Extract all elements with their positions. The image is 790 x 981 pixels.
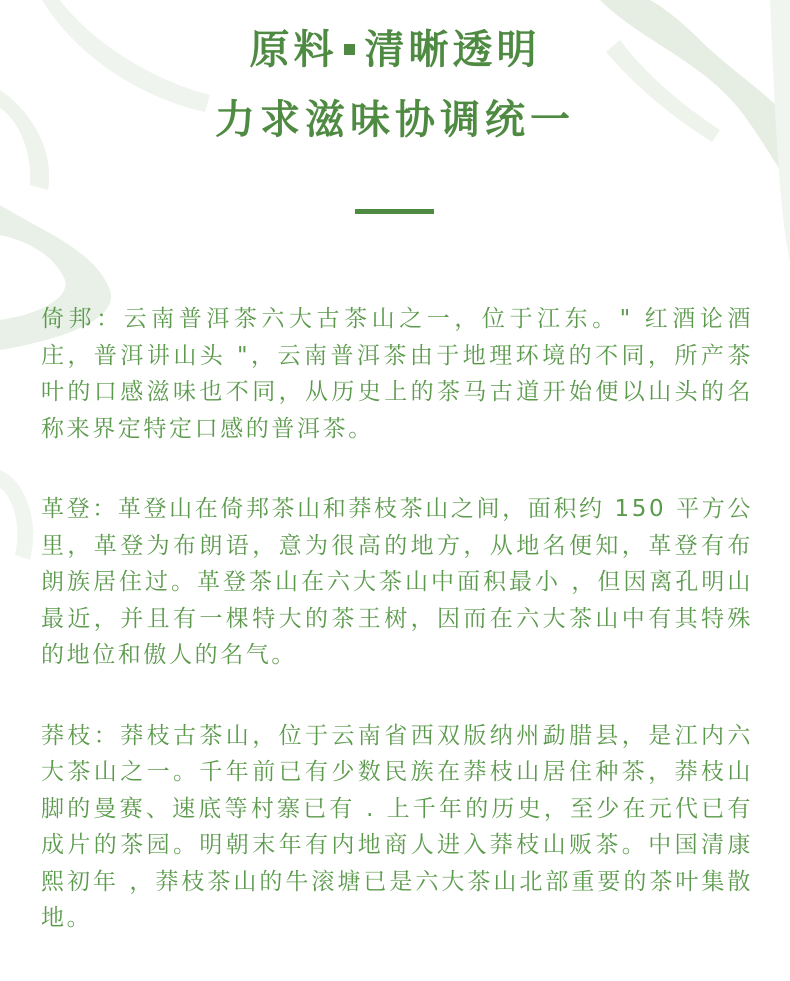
title-divider bbox=[355, 209, 434, 214]
title-left: 原料 bbox=[249, 26, 338, 73]
page-title bbox=[0, 26, 790, 74]
page-subtitle: 力求滋味协调统一 bbox=[215, 96, 575, 143]
paragraph-gedeng: 革登：革登山在倚邦茶山和莽枝茶山之间，面积约 150 平方公里，革登为布朗语，意为很高的地方，从地名便知，革登有布朗族居住过。革登茶山在六大茶山中面积最小 ，但因离孔明山最近，并且有一棵特大的茶王树，因而在六大茶山中有其特殊的地位和傲人的名气。 bbox=[41, 496, 753, 668]
article-body bbox=[41, 301, 753, 981]
paragraph-mangzhi: 莽枝：莽枝古茶山，位于云南省西双版纳州勐腊县，是江内六大茶山之一。千年前已有少数民族在莽枝山居住种茶，莽枝山脚的曼赛、速底等村寨已有 . 上千年的历史，至少在元代已有成片的茶园。明朝末年有内地商人进入莽枝山贩茶。中国清康熙初年 ，莽枝茶山的牛滚塘已是六大茶山北部重要的茶叶集散地。 bbox=[41, 722, 753, 931]
brush-stroke-left-lower bbox=[0, 470, 33, 560]
title-right: 清晰透明 bbox=[364, 26, 541, 73]
title-separator-square bbox=[344, 44, 355, 55]
paragraph-yibang: 倚邦：云南普洱茶六大古茶山之一，位于江东。" 红酒论酒庄，普洱讲山头 "，云南普洱茶由于地理环境的不同，所产茶叶的口感滋味也不同，从历史上的茶马古道开始便以山头的名称来界定特定口感的普洱茶。 bbox=[41, 306, 753, 442]
